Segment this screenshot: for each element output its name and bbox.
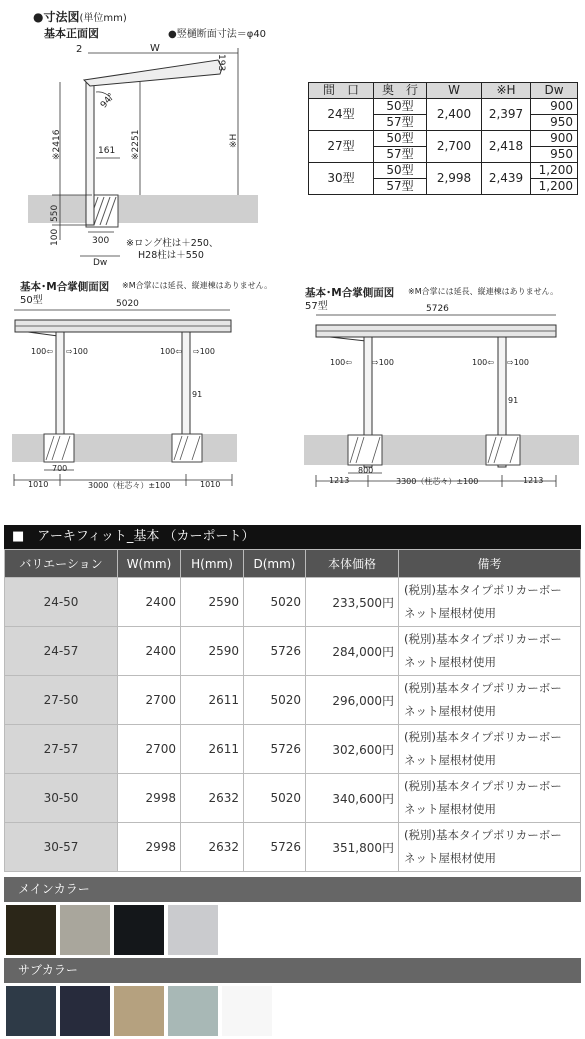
cell-remarks: (税別)基本タイプポリカーボー ネット屋根材使用 <box>399 676 581 725</box>
col-variation: バリエーション <box>5 550 118 578</box>
sub-color-swatch[interactable] <box>114 986 164 1036</box>
header-frontage: 間 口 <box>309 83 374 99</box>
side57-mark-r2: ⇨100 <box>507 358 529 367</box>
sub-color-swatch[interactable] <box>6 986 56 1036</box>
spec-w: 2,700 <box>427 131 482 163</box>
side50-total: 5020 <box>116 299 139 309</box>
main-color-swatch[interactable] <box>114 905 164 955</box>
sub-color-label: サブカラー <box>4 958 581 983</box>
spec-dw: 900 <box>531 99 578 115</box>
note-h28-post: H28柱は＋550 <box>138 250 204 261</box>
cell-h: 2590 <box>181 627 244 676</box>
spec-depth: 50型 <box>374 163 427 179</box>
dim-w: W <box>150 43 160 54</box>
cell-d: 5020 <box>244 774 306 823</box>
main-color-swatch[interactable] <box>60 905 110 955</box>
cell-variation: 27-57 <box>5 725 118 774</box>
header-h: ※H <box>482 83 531 99</box>
spec-depth: 57型 <box>374 115 427 131</box>
sub-color-swatch[interactable] <box>60 986 110 1036</box>
dim-angle: 94° <box>99 91 117 111</box>
spec-dw: 900 <box>531 131 578 147</box>
cell-price: 233,500円 <box>306 578 399 627</box>
cell-price: 340,600円 <box>306 774 399 823</box>
side50-mark-r2: ⇨100 <box>193 347 215 356</box>
price-table <box>4 549 581 872</box>
cell-w: 2700 <box>118 676 181 725</box>
side57-dim-800: 800 <box>358 466 374 475</box>
sub-color-swatch[interactable] <box>222 986 272 1036</box>
side57-drawing <box>300 305 585 495</box>
cell-remarks: (税別)基本タイプポリカーボー ネット屋根材使用 <box>399 823 581 872</box>
dim-2: 2 <box>76 44 83 55</box>
spec-h: 2,439 <box>482 163 531 195</box>
dim-161: 161 <box>98 146 116 156</box>
spec-model: 27型 <box>309 131 374 163</box>
spec-model: 30型 <box>309 163 374 195</box>
side57-dim-91: 91 <box>508 396 519 405</box>
side50-dim-700: 700 <box>52 464 68 473</box>
side50-center: 3000（柱芯々）±100 <box>88 481 171 490</box>
cell-price: 284,000円 <box>306 627 399 676</box>
cell-h: 2632 <box>181 823 244 872</box>
dim-100: 100 <box>50 228 60 246</box>
side50-note: ※M合掌には延長、縦連棟はありません。 <box>122 281 273 290</box>
col-h: H(mm) <box>181 550 244 578</box>
post-note: ●竪樋断面寸法＝φ40 <box>168 29 267 40</box>
table-row <box>5 774 581 823</box>
side57-center: 3300（柱芯々）±100 <box>396 477 479 486</box>
side57-right: 1213 <box>523 476 544 485</box>
main-color-swatch[interactable] <box>168 905 218 955</box>
dim-193: 193 <box>216 54 226 72</box>
dim-550: 550 <box>50 204 60 222</box>
cell-h: 2611 <box>181 725 244 774</box>
spec-row <box>309 99 578 115</box>
dim-h: ※H <box>229 133 239 148</box>
side57-mark-r1: ⇨100 <box>372 358 394 367</box>
cell-d: 5726 <box>244 823 306 872</box>
side50-mark-r1: ⇨100 <box>66 347 88 356</box>
cell-price: 296,000円 <box>306 676 399 725</box>
col-remarks: 備考 <box>399 550 581 578</box>
col-d: D(mm) <box>244 550 306 578</box>
spec-model: 24型 <box>309 99 374 131</box>
note-long-post: ※ロング柱は＋250、 <box>126 238 219 249</box>
header-w: W <box>427 83 482 99</box>
side50-dim-91: 91 <box>192 390 203 399</box>
spec-depth: 50型 <box>374 131 427 147</box>
table-row <box>5 627 581 676</box>
side57-title: 基本･M合掌側面図 <box>305 287 395 299</box>
cell-price: 302,600円 <box>306 725 399 774</box>
side57-left: 1213 <box>329 476 350 485</box>
cell-w: 2700 <box>118 725 181 774</box>
cell-variation: 27-50 <box>5 676 118 725</box>
dim-2416: ※2416 <box>52 129 62 160</box>
spec-depth: 50型 <box>374 99 427 115</box>
side57-note: ※M合掌には延長、縦連棟はありません。 <box>408 287 559 296</box>
side57-mark-l1: 100⇦ <box>330 358 352 367</box>
cell-variation: 30-50 <box>5 774 118 823</box>
cell-h: 2632 <box>181 774 244 823</box>
cell-remarks: (税別)基本タイプポリカーボー ネット屋根材使用 <box>399 725 581 774</box>
header-dw: Dw <box>531 83 578 99</box>
spec-w: 2,998 <box>427 163 482 195</box>
side57-total: 5726 <box>426 304 449 314</box>
cell-variation: 24-50 <box>5 578 118 627</box>
table-row <box>5 725 581 774</box>
cell-d: 5020 <box>244 578 306 627</box>
side57-model: 57型 <box>305 301 328 312</box>
cell-price: 351,800円 <box>306 823 399 872</box>
side50-title: 基本･M合掌側面図 <box>20 281 110 293</box>
dim-2251: ※2251 <box>131 129 141 160</box>
cell-variation: 24-57 <box>5 627 118 676</box>
cell-d: 5020 <box>244 676 306 725</box>
side50-left: 1010 <box>28 480 49 489</box>
cell-variation: 30-57 <box>5 823 118 872</box>
table-row <box>5 578 581 627</box>
cell-w: 2998 <box>118 774 181 823</box>
header-depth: 奥 行 <box>374 83 427 99</box>
spec-h: 2,397 <box>482 99 531 131</box>
spec-dw: 1,200 <box>531 179 578 195</box>
sub-color-swatch[interactable] <box>168 986 218 1036</box>
price-table-title: ■ アーキフィット_基本 （カーポート） <box>4 525 581 549</box>
side57-mark-l2: 100⇦ <box>472 358 494 367</box>
table-row <box>5 676 581 725</box>
spec-dw: 1,200 <box>531 163 578 179</box>
spec-row <box>309 131 578 147</box>
col-w: W(mm) <box>118 550 181 578</box>
cell-h: 2590 <box>181 578 244 627</box>
table-row <box>5 823 581 872</box>
side50-drawing <box>0 300 300 495</box>
cell-h: 2611 <box>181 676 244 725</box>
front-elevation-drawing <box>0 0 300 260</box>
cell-w: 2400 <box>118 627 181 676</box>
side50-mark-l2: 100⇦ <box>160 347 182 356</box>
cell-w: 2400 <box>118 578 181 627</box>
cell-w: 2998 <box>118 823 181 872</box>
cell-remarks: (税別)基本タイプポリカーボー ネット屋根材使用 <box>399 774 581 823</box>
front-subtitle: 基本正面図 <box>44 27 99 40</box>
dim-dw: Dw <box>93 258 108 268</box>
side50-right: 1010 <box>200 480 221 489</box>
spec-depth: 57型 <box>374 147 427 163</box>
cell-d: 5726 <box>244 725 306 774</box>
col-price: 本体価格 <box>306 550 399 578</box>
spec-row <box>309 163 578 179</box>
spec-h: 2,418 <box>482 131 531 163</box>
spec-depth: 57型 <box>374 179 427 195</box>
main-color-label: メインカラー <box>4 877 581 902</box>
spec-dw: 950 <box>531 115 578 131</box>
diagram-heading: ●寸法図(単位mm) <box>33 10 127 24</box>
main-color-swatch[interactable] <box>6 905 56 955</box>
side50-mark-l1: 100⇦ <box>31 347 53 356</box>
side50-model: 50型 <box>20 295 43 306</box>
cell-remarks: (税別)基本タイプポリカーボー ネット屋根材使用 <box>399 578 581 627</box>
cell-d: 5726 <box>244 627 306 676</box>
cell-remarks: (税別)基本タイプポリカーボー ネット屋根材使用 <box>399 627 581 676</box>
spec-w: 2,400 <box>427 99 482 131</box>
spec-dw: 950 <box>531 147 578 163</box>
dim-300: 300 <box>92 236 110 246</box>
size-spec-table <box>308 82 578 195</box>
